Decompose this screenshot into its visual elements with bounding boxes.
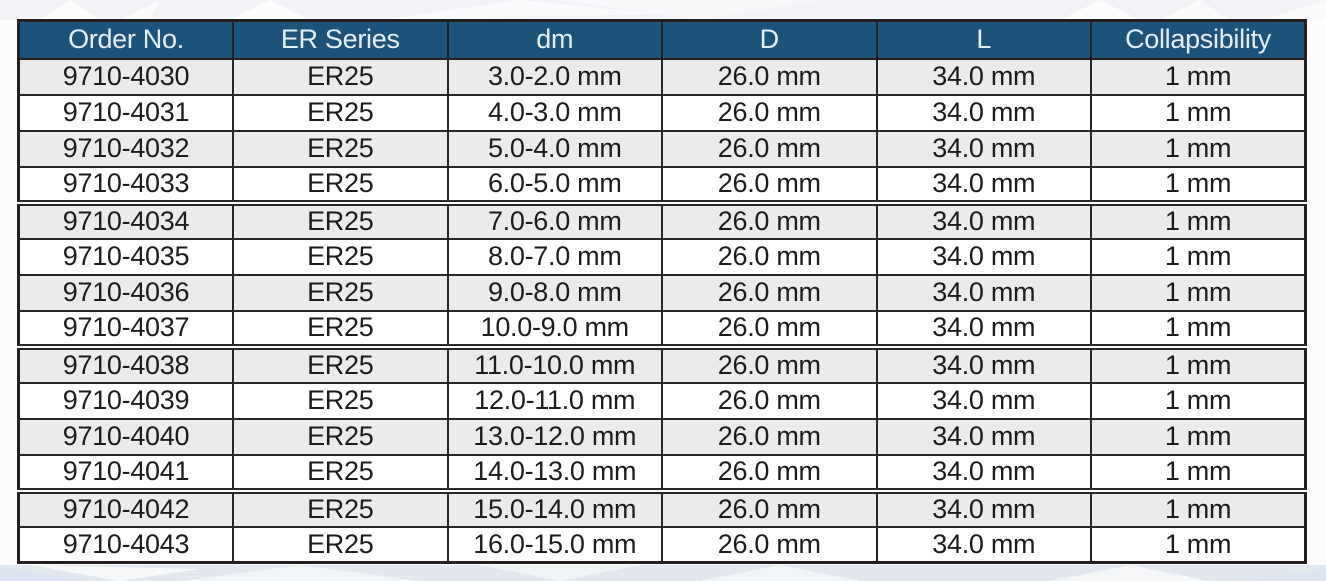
cell-collapsibility: 1 mm <box>1091 59 1306 95</box>
cell-d: 26.0 mm <box>662 203 877 239</box>
web-pattern-icon <box>0 0 1326 20</box>
table-row <box>19 311 1306 347</box>
cell-er_series: ER25 <box>233 383 448 419</box>
cell-er_series: ER25 <box>233 239 448 275</box>
cell-order_no: 9710-4035 <box>19 239 234 275</box>
cell-order_no: 9710-4036 <box>19 275 234 311</box>
cell-l: 34.0 mm <box>877 383 1092 419</box>
table-row <box>19 167 1306 203</box>
cell-collapsibility: 1 mm <box>1091 419 1306 455</box>
cell-er_series: ER25 <box>233 311 448 347</box>
cell-collapsibility: 1 mm <box>1091 311 1306 347</box>
cell-dm: 5.0-4.0 mm <box>448 131 663 167</box>
cell-collapsibility: 1 mm <box>1091 455 1306 491</box>
cell-collapsibility: 1 mm <box>1091 131 1306 167</box>
cell-er_series: ER25 <box>233 347 448 383</box>
cell-l: 34.0 mm <box>877 311 1092 347</box>
cell-er_series: ER25 <box>233 491 448 527</box>
cell-d: 26.0 mm <box>662 347 877 383</box>
cell-collapsibility: 1 mm <box>1091 491 1306 527</box>
cell-er_series: ER25 <box>233 203 448 239</box>
cell-order_no: 9710-4031 <box>19 95 234 131</box>
cell-dm: 6.0-5.0 mm <box>448 167 663 203</box>
table-header <box>19 21 1306 59</box>
cell-collapsibility: 1 mm <box>1091 347 1306 383</box>
table-body <box>19 59 1306 563</box>
background-watermark-top <box>0 0 1326 20</box>
cell-order_no: 9710-4038 <box>19 347 234 383</box>
cell-l: 34.0 mm <box>877 347 1092 383</box>
cell-dm: 11.0-10.0 mm <box>448 347 663 383</box>
cell-dm: 12.0-11.0 mm <box>448 383 663 419</box>
cell-dm: 3.0-2.0 mm <box>448 59 663 95</box>
table-row <box>19 455 1306 491</box>
cell-order_no: 9710-4042 <box>19 491 234 527</box>
cell-er_series: ER25 <box>233 275 448 311</box>
table-row <box>19 203 1306 239</box>
table-row <box>19 491 1306 527</box>
table-row <box>19 239 1306 275</box>
table-row <box>19 275 1306 311</box>
web-pattern-icon <box>0 565 1326 581</box>
cell-er_series: ER25 <box>233 95 448 131</box>
cell-d: 26.0 mm <box>662 95 877 131</box>
cell-l: 34.0 mm <box>877 95 1092 131</box>
cell-d: 26.0 mm <box>662 383 877 419</box>
cell-dm: 15.0-14.0 mm <box>448 491 663 527</box>
cell-order_no: 9710-4037 <box>19 311 234 347</box>
cell-l: 34.0 mm <box>877 203 1092 239</box>
cell-d: 26.0 mm <box>662 131 877 167</box>
cell-er_series: ER25 <box>233 59 448 95</box>
cell-d: 26.0 mm <box>662 59 877 95</box>
column-header-collapsibility: Collapsibility <box>1091 21 1306 59</box>
cell-l: 34.0 mm <box>877 239 1092 275</box>
cell-order_no: 9710-4032 <box>19 131 234 167</box>
cell-d: 26.0 mm <box>662 239 877 275</box>
cell-l: 34.0 mm <box>877 419 1092 455</box>
cell-order_no: 9710-4043 <box>19 527 234 563</box>
cell-dm: 10.0-9.0 mm <box>448 311 663 347</box>
column-header-d: D <box>662 21 877 59</box>
cell-er_series: ER25 <box>233 131 448 167</box>
background-watermark-bottom <box>0 565 1326 581</box>
cell-l: 34.0 mm <box>877 167 1092 203</box>
cell-dm: 13.0-12.0 mm <box>448 419 663 455</box>
table-row <box>19 95 1306 131</box>
cell-d: 26.0 mm <box>662 311 877 347</box>
cell-er_series: ER25 <box>233 167 448 203</box>
cell-d: 26.0 mm <box>662 275 877 311</box>
column-header-order_no: Order No. <box>19 21 234 59</box>
table-row <box>19 419 1306 455</box>
cell-l: 34.0 mm <box>877 491 1092 527</box>
column-header-l: L <box>877 21 1092 59</box>
collet-spec-table <box>17 19 1307 564</box>
cell-collapsibility: 1 mm <box>1091 239 1306 275</box>
table-row <box>19 59 1306 95</box>
cell-er_series: ER25 <box>233 419 448 455</box>
cell-order_no: 9710-4041 <box>19 455 234 491</box>
cell-d: 26.0 mm <box>662 419 877 455</box>
cell-collapsibility: 1 mm <box>1091 275 1306 311</box>
table-row <box>19 131 1306 167</box>
cell-collapsibility: 1 mm <box>1091 95 1306 131</box>
cell-d: 26.0 mm <box>662 527 877 563</box>
column-header-dm: dm <box>448 21 663 59</box>
cell-collapsibility: 1 mm <box>1091 527 1306 563</box>
cell-l: 34.0 mm <box>877 131 1092 167</box>
cell-d: 26.0 mm <box>662 491 877 527</box>
cell-dm: 7.0-6.0 mm <box>448 203 663 239</box>
cell-dm: 9.0-8.0 mm <box>448 275 663 311</box>
cell-l: 34.0 mm <box>877 455 1092 491</box>
table-row <box>19 383 1306 419</box>
cell-collapsibility: 1 mm <box>1091 383 1306 419</box>
cell-er_series: ER25 <box>233 455 448 491</box>
cell-collapsibility: 1 mm <box>1091 203 1306 239</box>
cell-dm: 14.0-13.0 mm <box>448 455 663 491</box>
cell-d: 26.0 mm <box>662 455 877 491</box>
cell-order_no: 9710-4030 <box>19 59 234 95</box>
cell-dm: 16.0-15.0 mm <box>448 527 663 563</box>
column-header-er_series: ER Series <box>233 21 448 59</box>
cell-l: 34.0 mm <box>877 527 1092 563</box>
header-row <box>19 21 1306 59</box>
cell-collapsibility: 1 mm <box>1091 167 1306 203</box>
cell-l: 34.0 mm <box>877 275 1092 311</box>
cell-d: 26.0 mm <box>662 167 877 203</box>
cell-dm: 8.0-7.0 mm <box>448 239 663 275</box>
cell-order_no: 9710-4034 <box>19 203 234 239</box>
cell-order_no: 9710-4039 <box>19 383 234 419</box>
cell-order_no: 9710-4040 <box>19 419 234 455</box>
cell-l: 34.0 mm <box>877 59 1092 95</box>
cell-dm: 4.0-3.0 mm <box>448 95 663 131</box>
table-row <box>19 527 1306 563</box>
table-row <box>19 347 1306 383</box>
cell-order_no: 9710-4033 <box>19 167 234 203</box>
cell-er_series: ER25 <box>233 527 448 563</box>
